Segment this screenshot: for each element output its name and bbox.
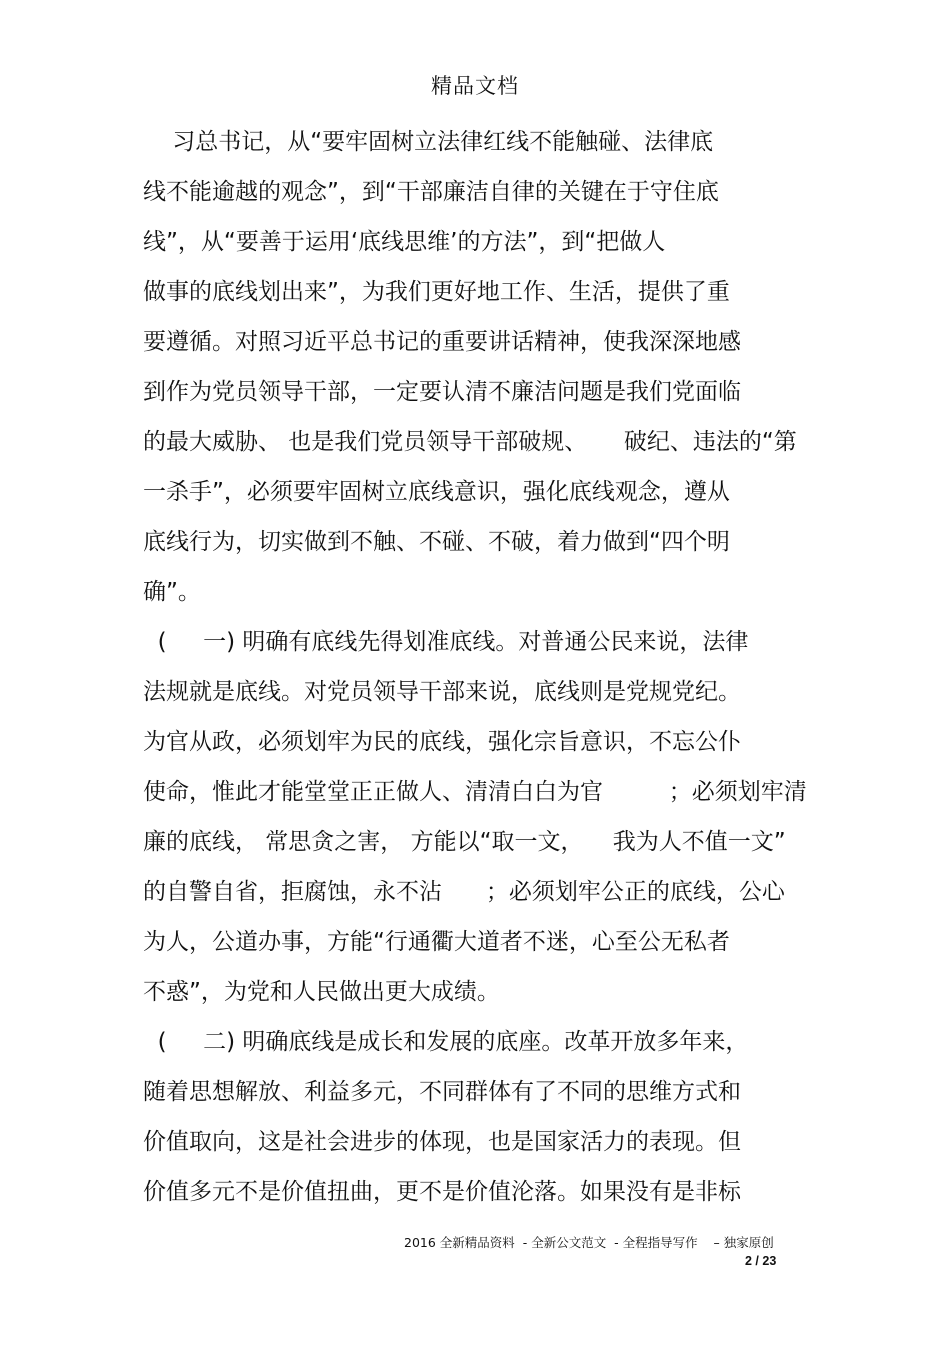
body-line: 使命，惟此才能堂堂正正做人、清清白白为官 ；必须划牢清 [143,779,807,805]
footer-note: 2016 全新精品资料 - 全新公文范文 - 全程指导写作 – 独家原创 [404,1235,774,1250]
body-line: 不惑”，为党和人民做出更大成绩。 [143,979,500,1005]
body-line: 随着思想解放、利益多元，不同群体有了不同的思维方式和 [143,1079,741,1105]
body-line: ( 二) 明确底线是成长和发展的底座。改革开放多年来， [143,1029,749,1055]
body-line: 线”，从“要善于运用‘底线思维’的方法”，到“把做人 [143,229,666,255]
body-line: 为人，公道办事，方能“行通衢大道者不迷，心至公无私者 [143,929,730,955]
body-line: 价值取向，这是社会进步的体现，也是国家活力的表现。但 [143,1129,741,1155]
page-header-title: 精品文档 [431,74,519,98]
body-line: 的最大威胁、 也是我们党员领导干部破规、 破纪、违法的“第 [143,429,797,455]
body-line: 廉的底线， 常思贪之害， 方能以“取一文， 我为人不值一文” [143,829,786,855]
body-line: 线不能逾越的观念”，到“干部廉洁自律的关键在于守住底 [143,179,719,205]
body-line: 习总书记，从“要牢固树立法律红线不能触碰、法律底 [143,129,714,155]
body-line: 一杀手”，必须要牢固树立底线意识，强化底线观念，遵从 [143,479,730,505]
body-line: 底线行为，切实做到不触、不碰、不破，着力做到“四个明 [143,529,730,555]
body-line: 法规就是底线。对党员领导干部来说，底线则是党规党纪。 [143,679,741,705]
body-line: 到作为党员领导干部，一定要认清不廉洁问题是我们党面临 [143,379,741,405]
body-line: 为官从政，必须划牢为民的底线，强化宗旨意识，不忘公仆 [143,729,741,755]
body-line: 做事的底线划出来”，为我们更好地工作、生活，提供了重 [143,279,730,305]
body-line: 的自警自省，拒腐蚀，永不沾 ；必须划牢公正的底线，公心 [143,879,785,905]
page-number: 2 / 23 [745,1254,777,1268]
body-line: 要遵循。对照习近平总书记的重要讲话精神，使我深深地感 [143,329,741,355]
body-line: 确”。 [143,579,201,605]
body-line: ( 一) 明确有底线先得划准底线。对普通公民来说，法律 [143,629,749,655]
body-line: 价值多元不是价值扭曲，更不是价值沦落。如果没有是非标 [143,1179,741,1205]
